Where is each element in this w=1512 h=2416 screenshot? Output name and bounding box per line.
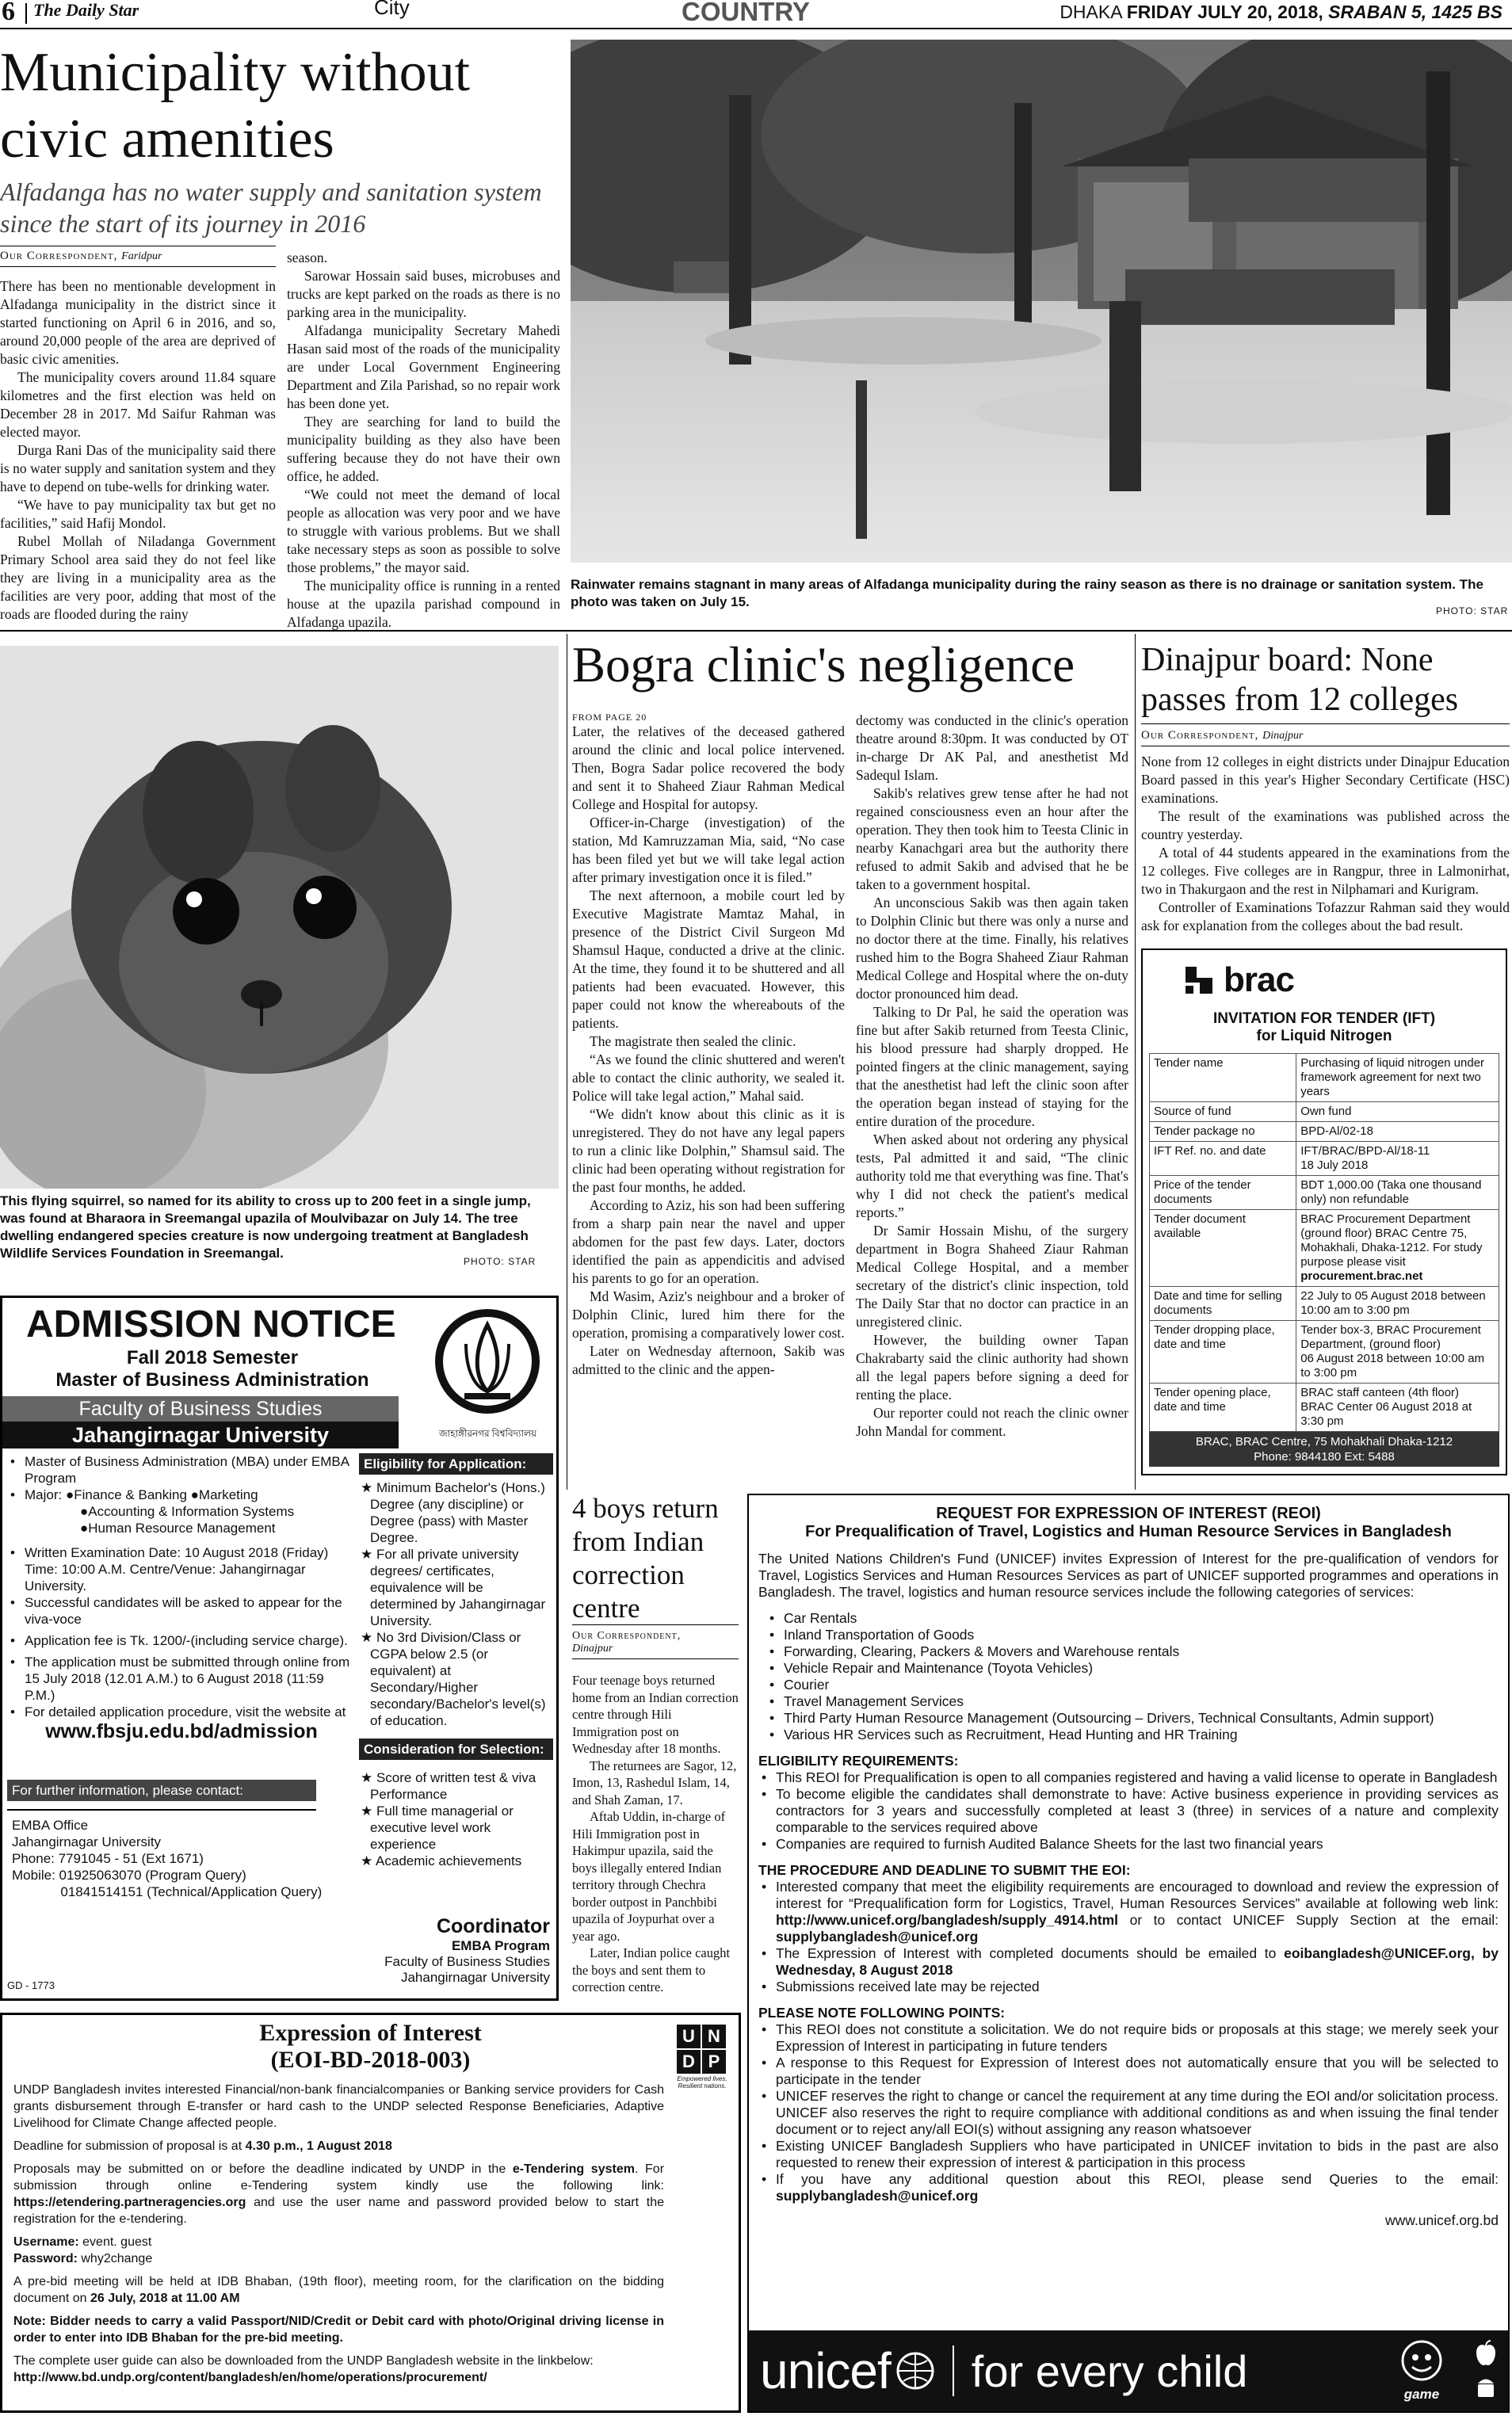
paper-name: The Daily Star <box>33 0 139 20</box>
unicef-reoi-ad <box>747 1494 1510 2413</box>
unicef-eligibility: • This REOI for Prequalification is open to all companies registered and having a valid license to operate in Bangladesh • To become eligible the candidates shall demonstrate to have: Active business experience in providing services as contractors for 3 years and successfully completed at least 3 (three) in services of a nature and complexity comparable to the services required above • Companies are required to furnish Audited Balance Sheets for the last two financial years <box>758 1769 1499 1853</box>
byline-dinajpur: Our Correspondent, Dinajpur <box>1141 729 1304 742</box>
unicef-banner <box>749 2330 1508 2411</box>
brac-row-label: Tender opening place, date and time <box>1150 1384 1296 1432</box>
brac-row-value: IFT/BRAC/BPD-Al/18-11 18 July 2018 <box>1296 1142 1499 1176</box>
story1-col1: There has been no mentionable development in Alfadanga municipality in the district since it started functioning on April 6 in 2016, and so, around 20,000 people of the area are deprived of basic civic amenities. The municipality covers around 11.84 square kilometres and the first election was held on December 28 in 2017. Md Saifur Rahman was elected mayor. Durga Rani Das of the municipality said there is no water supply and sanitation system and they have to depend on tube-wells for drinking water. “We have to pay municipality tax but get no facilities,” said Hafij Mondol. Rubel Mollah of Niladanga Government Primary School area said they do not feel like they are living in a municipality area as the facilities are very poor, adding that most of the roads are flooded during the rainy <box>0 278 276 622</box>
dateline-bengali-date: SRABAN 5, 1425 BS <box>1328 2 1502 22</box>
deck-municipality: Alfadanga has no water supply and sanitation system since the start of its journey in 2016 <box>0 177 542 238</box>
photo-flying-squirrel <box>0 646 559 1189</box>
brac-row-label: Source of fund <box>1150 1102 1296 1122</box>
unicef-eoi-email[interactable]: eoibangladesh@UNICEF.org, by Wednesday, 8 August 2018 <box>776 1945 1499 1978</box>
brac-table-row <box>1150 1287 1499 1321</box>
unicef-proc-title: THE PROCEDURE AND DEADLINE TO SUBMIT THE EOI: <box>758 1862 1131 1878</box>
brac-row-label: Tender package no <box>1150 1122 1296 1142</box>
dateline-date: FRIDAY JULY 20, 2018, <box>1126 2 1323 22</box>
boys-body: Four teenage boys returned home from an Indian correction centre through Hili Immigration post on Wednesday after 18 months. The returnees are Sagor, 12, Imon, 13, Rashedul Islam, 14, and Shah Zaman, 17. Aftab Uddin, in-charge of Hili Immigration post in Hakimpur upazila, said the boys illegally entered Indian territory through Chechra border outpost in Panchbibi upazila of Joypurhat over a year ago. Later, Indian police caught the boys and sent them to correction centre. <box>572 1673 739 1994</box>
admission-contact: For further information, please contact: EMBA Office Jahangirnagar University Phone: 7791045 - 51 (Ext 1671) Mobile: 01925063070 (Program Query) 01841514151 (Technical/Application Query) <box>7 1780 316 1900</box>
byline-boys: Our Correspondent, Dinajpur <box>572 1630 682 1655</box>
brac-row-value: 22 July to 05 August 2018 between 10:00 am to 3:00 pm <box>1296 1287 1499 1321</box>
brac-row-label: Tender name <box>1150 1054 1296 1102</box>
unicef-subtitle: For Prequalification of Travel, Logistics and Human Resource Services in Bangladesh <box>805 1523 1452 1540</box>
bogra-from-page: FROM PAGE 20 <box>572 712 647 723</box>
selection-item: ★ Academic achievements <box>361 1853 522 1868</box>
brac-tender-ad <box>1141 948 1507 1475</box>
unicef-notes: • This REOI does not constitute a solicitation. We do not require bids or proposals at this stage; we merely seek your Expression of Interest in participating in future tenders • A response to this Request for Expression of Interest does not automatically ensure that you will be selected to participate in the tender • UNICEF reserves the right to change or cancel the requirement at any time during the EOI and/or solicitation process. UNICEF also reserves the right to require compliance with additional conditions as and when issuing the final tender document or to reject any/all EOI(s) without assigning any reason whatsoever • Existing UNICEF Bangladesh Suppliers who have participated in UNICEF invitation to bids in the past are also requested to renew their expression of interest & participation in this process • If you have any additional question about this REOI, please send Queries to the email: supplybangladesh@unicef.org <box>758 2021 1499 2204</box>
unicef-logo-text: unicef <box>760 2342 891 2399</box>
unicef-url[interactable]: www.unicef.org.bd <box>1385 2212 1499 2228</box>
credit-flooded-village: PHOTO: STAR <box>1436 605 1509 616</box>
brac-table-row <box>1150 1210 1499 1287</box>
eligibility-item: ★ No 3rd Division/Class or CGPA below 2.5 (or equivalent) at Secondary/Higher secondary/Bachelor's level(s) of education. <box>361 1630 546 1728</box>
headline-municipality: Municipality without civic amenities <box>0 42 471 170</box>
brac-row-value: Own fund <box>1296 1102 1499 1122</box>
dateline-city: DHAKA <box>1060 2 1122 22</box>
brac-logo-icon <box>1182 964 1216 997</box>
brac-row-label: Tender dropping place, date and time <box>1150 1321 1296 1384</box>
unicef-elig-title: ELIGIBILITY REQUIREMENTS: <box>758 1753 959 1769</box>
credit-flying-squirrel: PHOTO: STAR <box>464 1256 536 1267</box>
photo-flooded-village <box>571 40 1512 563</box>
dateline <box>1060 2 1502 23</box>
brac-title: INVITATION FOR TENDER (IFT) <box>1212 1010 1436 1027</box>
brac-subtitle: for Liquid Nitrogen <box>1256 1028 1392 1044</box>
brac-table-row <box>1150 1321 1499 1384</box>
brac-procurement-link[interactable]: procurement.brac.net <box>1300 1269 1423 1283</box>
undp-eoi-ad <box>0 2013 741 2413</box>
brac-row-value: BRAC Procurement Department (ground floor) BRAC Centre 75, Mohakhali, Dhaka-1212. For study purpose please visit procurement.brac.net <box>1296 1210 1499 1287</box>
admission-coordinator: Coordinator EMBA Program Faculty of Business Studies Jahangirnagar University <box>384 1915 550 1985</box>
brac-footer: BRAC, BRAC Centre, 75 Mohakhali Dhaka-1212 Phone: 9844180 Ext: 5488 <box>1149 1432 1499 1467</box>
game-logo <box>1386 2338 1457 2403</box>
undp-logo-u: U <box>677 2025 701 2048</box>
unicef-services: • Car Rentals • Inland Transportation of Goods • Forwarding, Clearing, Packers & Movers and Warehouse rentals • Vehicle Repair and Maintenance (Toyota Vehicles) • Courier • Travel Management Services • Third Party Human Resource Management (Outsourcing – Drivers, Technical Consultants, Admin support) • Various HR Services such as Recruitment, Head Hunting and HR Training <box>766 1610 1499 1743</box>
dinajpur-body: None from 12 colleges in eight districts under Dinajpur Education Board passed in this year's Higher Secondary Certificate (HSC) examinations. The result of the examinations was published across the country yesterday. A total of 44 students appeared in the examinations from the 12 colleges. Five colleges are in Rangpur, three in Lalmonirhat, two in Thakurgaon and the rest in Nilphamari and Kurigram. Controller of Examinations Tofazzur Rahman said they would ask for explanation from the colleges about the bad result. <box>1141 754 1510 933</box>
byline-municipality: Our Correspondent, Faridpur <box>0 250 162 262</box>
unicef-procedure: • Interested company that meet the eligibility requirements are encouraged to download and review the expression of interest for “Prequalification form for Logistics, Travel, Human Resources Services” available at following web link: http://www.unicef.org/bangladesh/supply_4914.html or to contact UNICEF Supply Section at the email: supplybangladesh@unicef.org • The Expression of Interest with completed documents should be emailed to eoibangladesh@UNICEF.org, by Wednesday, 8 August 2018 • Submissions received late may be rejected <box>758 1879 1499 1995</box>
unicef-queries-email[interactable]: supplybangladesh@unicef.org <box>776 2188 979 2204</box>
ju-logo <box>426 1304 549 1447</box>
brac-row-value: Purchasing of liquid nitrogen under framework agreement for next two years <box>1296 1054 1499 1102</box>
admission-gd-code: GD - 1773 <box>7 1979 55 1991</box>
undp-title: Expression of Interest <box>259 2020 482 2046</box>
undp-procurement-link[interactable]: http://www.bd.undp.org/content/bangladesh/en/home/operations/procurement/ <box>13 2371 487 2384</box>
bogra-col2: dectomy was conducted in the clinic's operation theatre around 8:30pm. It was conducted by OT in-charge Dr AK Pal, and anesthetist Md Sadequl Islam. Sakib's relatives grew tense after he had not regained consciousness even an hour after the operation. They then took him to Teesta Clinic in nearby Kanachgari area but the authority there refused to admit Sakib and advised that he be taken to a government hospital. An unconscious Sakib was then again taken to Dolphin Clinic but there was only a nurse and no doctor there at the time. Finally, his relatives rushed him to the Bogra Shaheed Ziaur Rahman Medical College and Hospital where the on-duty doctor pronounced him dead. Talking to Dr Pal, he said the operation was fine but after Sakib returned from Teesta Clinic, his blood pressure had sharply dropped. He pointed fingers at the clinic management, saying that the anesthetist had left the clinic soon after the operation began instead of staying for the entire duration of the procedure. When asked about not ordering any physical tests, Pal admitted it and said, “The clinic authority told me that everything was fine. That's why I did not check the patient's medical reports.” Dr Samir Hossain Mishu, of the surgery department in Bogra Shaheed Ziaur Rahman Medical College Hospital, and a member secretary of the district's clinic inspection, told The Daily Star that no doctor can practice in an unregistered clinic. However, the building owner Tapan Chakrabarty said the clinic authority had shown all the legal papers before signing a deed for renting the place. Our reporter could not reach the clinic owner John Mandal for comment. <box>856 712 1129 1439</box>
brac-row-label: Price of the tender documents <box>1150 1176 1296 1210</box>
story1-col2: season. Sarowar Hossain said buses, microbuses and trucks are kept parked on the roads as there is no parking area in the municipality. Alfadanga municipality Secretary Mahedi Hasan said most of the roads of the municipality are under Local Government Engineering Department and Zila Parishad, so no repair work has been done yet. They are searching for land to build the municipality building as they also have been suffering because they do not have their own office, he added. “We could not meet the demand of local people as allocation was very poor and we have to struggle with various problems. But we shall take necessary steps as soon as possible to solve those problems,” the mayor said. The municipality office is running in a rented house at the upazila parishad compound in Alfadanga upazila. <box>287 250 560 630</box>
brac-logo-text: brac <box>1224 960 1294 999</box>
section-city: City <box>374 0 410 19</box>
admission-left: • Master of Business Administration (MBA) under EMBA Program • Major: ●Finance & Banking ●Marketing ●Accounting & Information Systems ●Human Resource Management • Written Examination Date: 10 August 2018 (Friday) Time: 10:00 A.M. Centre/Venue: Jahangirnagar University. • Successful candidates will be asked to appear for the viva-voce • Application fee is Tk. 1200/-(including service charge). • The application must be submitted through online from 15 July 2018 (12.01 A.M.) to 6 August 2018 (11:59 P.M.) • For detailed application procedure, visit the website at www.fbsju.edu.bd/admission <box>7 1453 356 1740</box>
game-logo-text: game <box>1403 2387 1440 2402</box>
headline-dinajpur: Dinajpur board: None passes from 12 colleges <box>1141 642 1459 718</box>
undp-logo-d: D <box>677 2050 701 2074</box>
flooded-village-illustration <box>571 40 1512 563</box>
brac-table-row <box>1150 1176 1499 1210</box>
eligibility-item: ★ For all private university degrees/ certificates, equivalence will be determined by Jahangirnagar University. <box>361 1547 546 1628</box>
undp-etendering-link[interactable]: https://etendering.partneragencies.org <box>13 2196 246 2209</box>
admission-university: Jahangirnagar University <box>2 1422 399 1448</box>
admission-title: ADMISSION NOTICE <box>26 1303 396 1345</box>
unicef-supply-email[interactable]: supplybangladesh@unicef.org <box>776 1929 979 1945</box>
apple-icon <box>1475 2340 1497 2367</box>
brac-tender-table <box>1149 1053 1499 1432</box>
flying-squirrel-illustration <box>0 646 559 1189</box>
brac-row-value: BPD-Al/02-18 <box>1296 1122 1499 1142</box>
bogra-col1: Later, the relatives of the deceased gathered around the clinic and local police intervened. Then, Bogra Sadar police recovered the body and sent it to Shaheed Ziaur Rahman Medical College and Hospital for autopsy. Officer-in-Charge (investigation) of the station, Md Kamruzzaman Mia, said, “No case has been filed yet but we will take legal action after primary investigation once it is filed.” The next afternoon, a mobile court led by Executive Magistrate Mamtaz Mahal, in presence of the District Civil Surgeon Md Shamsul Haque, conducted a drive at the clinic. At the time, they found it to be shuttered and all patients had been evacuated. However, this paper could not know the whereabouts of the patients. The magistrate then sealed the clinic. “As we found the clinic shuttered and weren't able to contact the clinic authority, we sealed it. Police will take legal action,” Mahal said. “We didn't know about this clinic as it is unregistered. They do not have any legal papers to run a clinic like Dolphin,” Shamsul said. The clinic had been operating without registration for the past four months, he added. According to Aziz, his son had been suffering from a sharp pain near the navel and upper abdomen for the past few days. Later, doctors identified the pain as appendicitis and advised his parents to go for an operation. Md Wasim, Aziz's neighbour and a broker of Dolphin Clinic, lured him there for the operation, promising a comparatively lower cost. Later on Wednesday afternoon, Sakib was admitted to the clinic and the appen- <box>572 723 845 1377</box>
unicef-intro: The United Nations Children's Fund (UNICEF) invites Expression of Interest for the pre-qualification of vendors for Travel, Logistics Services and Human Resources Services as part of UNICEF supported programmes and operations in Bangladesh. The travel, logistics and human resource services include the following categories of services: <box>758 1551 1499 1600</box>
brac-row-label: Date and time for selling documents <box>1150 1287 1296 1321</box>
selection-item: ★ Full time managerial or executive level work experience <box>361 1803 514 1852</box>
unicef-globe-icon <box>895 2351 935 2391</box>
brac-logo <box>1182 956 1499 1004</box>
eligibility-item: ★ Minimum Bachelor's (Hons.) Degree (any discipline) or Degree (pass) with Master Degree. <box>361 1480 545 1545</box>
unicef-note-title: PLEASE NOTE FOLLOWING POINTS: <box>758 2005 1006 2021</box>
headline-boys: 4 boys return from Indian correction centre <box>572 1493 719 1624</box>
ju-logo-text: জাহাঙ্গীরনগর বিশ্ববিদ্যালয় <box>439 1428 536 1439</box>
game-face-icon <box>1398 2338 1445 2383</box>
page-number: 6 <box>2 0 15 26</box>
unicef-supply-link[interactable]: http://www.unicef.org/bangladesh/supply_4914.html <box>776 1912 1119 1928</box>
brac-row-value: BRAC staff canteen (4th floor) BRAC Center 06 August 2018 at 3:30 pm <box>1296 1384 1499 1432</box>
section-title: COUNTRY <box>682 0 810 26</box>
masthead <box>0 0 1512 29</box>
admission-notice-ad <box>0 1296 559 2001</box>
brac-row-label: Tender document available <box>1150 1210 1296 1287</box>
admission-semester: Fall 2018 Semester <box>126 1347 299 1368</box>
undp-logo-tagline: Empowered lives. Resilient nations. <box>677 2075 727 2090</box>
undp-logo <box>677 2025 727 2090</box>
undp-logo-n: N <box>702 2025 726 2048</box>
brac-table-row <box>1150 1122 1499 1142</box>
caption-flying-squirrel: This flying squirrel, so named for its ability to cross up to 200 feet in a single jump, was found at Bharaora in Sreemangal upazila of Moulvibazar on July 14. The tree dwelling endangered species creature is now undergoing treatment at Bangladesh Wildlife Services Foundation in Sreemangal. <box>0 1193 531 1261</box>
undp-body: UNDP Bangladesh invites interested Financial/non-bank financialcompanies or Banking service providers for Cash grants disbursement through E-transfer or hard cash to the UNDP selected Response Beneficiaries, Adaptive Livelihood for Climate Change affected people. Deadline for submission of proposal is at 4.30 p.m., 1 August 2018 Proposals may be submitted on or before the deadline indicated by UNDP in the e-Tendering system. For submission through online e-Tendering system kindly use the following link: https://etendering.partneragencies.org and use the user name and password provided below to start the registration for the e-tendering. Username: event. guest Password: why2change A pre-bid meeting will be held at IDB Bhaban, (19th floor), meeting room, for the clarification on the bidding document on 26 July, 2018 at 11.00 AM Note: Bidder needs to carry a valid Passport/NID/Credit or Debit card with photo/Original driving license in order to enter into IDB Bhaban for the pre-bid meeting. The complete user guide can also be downloaded from the UNDP Bangladesh website in the linkbelow: http://www.bd.undp.org/content/bangladesh/en/home/operations/procurement/ <box>13 2083 665 2384</box>
admission-faculty: Faculty of Business Studies <box>2 1396 399 1422</box>
ju-logo-icon <box>426 1304 549 1423</box>
unicef-title: REQUEST FOR EXPRESSION OF INTEREST (REOI) <box>936 1505 1321 1522</box>
admission-website-link[interactable]: www.fbsju.edu.bd/admission <box>45 1720 318 1742</box>
brac-table-row <box>1150 1102 1499 1122</box>
admission-program: Master of Business Administration <box>55 1369 369 1391</box>
headline-bogra: Bogra clinic's negligence <box>572 637 1075 693</box>
brac-row-value: Tender box-3, BRAC Procurement Department, (ground floor) 06 August 2018 between 10:00 am to 3:00 pm <box>1296 1321 1499 1384</box>
undp-logo-p: P <box>702 2050 726 2074</box>
android-icon <box>1475 2375 1497 2402</box>
brac-table-row <box>1150 1054 1499 1102</box>
brac-row-label: IFT Ref. no. and date <box>1150 1142 1296 1176</box>
admission-right: Eligibility for Application: ★ Minimum Bachelor's (Hons.) Degree (any discipline) or Degree (pass) with Master Degree. ★ For all private university degrees/ certificates, equivalence will be determined by Jahangirnagar University. ★ No 3rd Division/Class or CGPA below 2.5 (or equivalent) at Secondary/Higher secondary/Bachelor's level(s) of education. Consideration for Selection: ★ Score of written test & viva Performance ★ Full time managerial or executive level work experience ★ Academic achievements <box>359 1453 553 1869</box>
caption-flooded-village: Rainwater remains stagnant in many areas of Alfadanga municipality during the rainy season as there is no drainage or sanitation system. The photo was taken on July 15. <box>571 577 1483 609</box>
brac-table-row <box>1150 1384 1499 1432</box>
brac-row-value: BDT 1,000.00 (Taka one thousand only) non refundable <box>1296 1176 1499 1210</box>
brac-table-row <box>1150 1142 1499 1176</box>
selection-item: ★ Score of written test & viva Performance <box>361 1770 536 1802</box>
undp-code: (EOI-BD-2018-003) <box>270 2047 471 2073</box>
unicef-tagline: for every child <box>971 2345 1248 2396</box>
